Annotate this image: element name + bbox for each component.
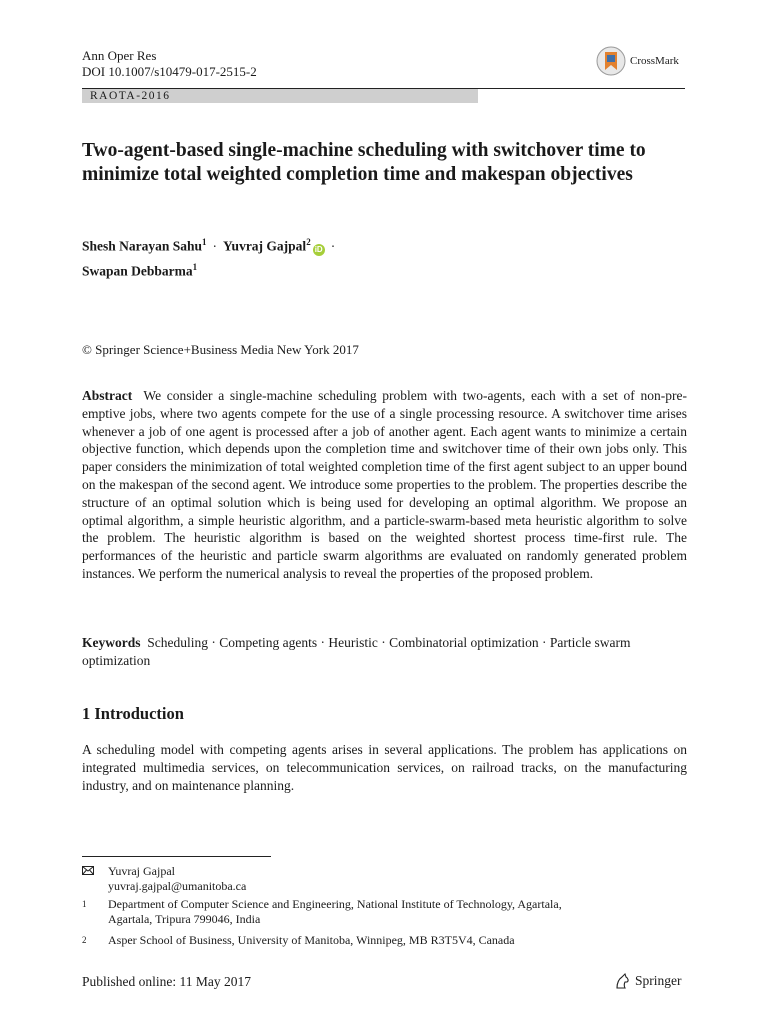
affiliation-text: Department of Computer Science and Engineering, National Institute of Technology, Agartala, [108,897,562,911]
author-list [82,232,682,281]
abstract-text: We consider a single-machine scheduling problem with two-agents, each with a set of non-pre-emptive jobs, where two agents compete for the use of a single processing resource. A switchover time arises whenever a job of one agent is processed after a job of another agent. Each agent wants to minimize a certain objective function, which depends upon the completion time and switchover time of their own jobs only. This paper considers the minimization of total weighted completion time of the first agent subject to an upper bound on the makespan of the second agent. We introduce some properties to the problem. The properties describe the structure of an optimal solution which is being used for developing an optimal algorithm. We propose an optimal algorithm, a simple heuristic algorithm, and a particle-swarm-based meta heuristic algorithm to solve the problem. The heuristic algorithm is based on the weighted shortest process time-first rule. The performances of the heuristic and particle swarm algorithms are evaluated on randomly generated problem instances. We perform the numerical analysis to reveal the properties of the proposed problem. [82,388,687,581]
journal-header [82,48,257,80]
contact-email[interactable]: yuvraj.gajpal@umanitoba.ca [108,879,247,893]
abstract-label: Abstract [82,388,133,403]
affiliation-footnote [82,933,515,952]
author-affiliation: 1 [202,237,207,247]
contact-name: Yuvraj Gajpal [108,864,175,878]
paper-title: Two-agent-based single-machine scheduling with switchover time to minimize total weighted completion time and makespan objectives [82,140,646,185]
author-affiliation: 1 [192,261,198,272]
contact-footnote [82,864,246,894]
author-separator: · [330,238,336,254]
author-name[interactable]: Shesh Narayan Sahu [82,238,203,254]
footnote-rule [82,856,271,857]
section-text: A scheduling model with competing agents arises in several applications. The problem has applications on integrated multimedia services, on telecommunication services, on railroad tracks, on the manufacturing industry, and on maintenance planning. [82,742,687,793]
springer-logo[interactable] [613,972,682,990]
keywords-label: Keywords [82,635,141,650]
copyright: © Springer Science+Business Media New York 2017 [82,342,359,357]
author-affiliation: 2 [306,237,311,247]
crossmark-badge[interactable] [596,45,696,77]
affiliation-text: Asper School of Business, University of Manitoba, Winnipeg, MB R3T5V4, Canada [108,933,515,947]
publisher-name: Springer [635,973,682,988]
affiliation-number: 2 [82,935,87,945]
author-separator: · [212,238,218,254]
springer-horse-icon [613,972,631,990]
keywords [82,634,687,670]
doi[interactable]: DOI 10.1007/s10479-017-2515-2 [82,64,257,79]
crossmark-label: CrossMark [630,55,679,67]
affiliation-text: Agartala, Tripura 799046, India [108,912,261,926]
affiliation-footnote [82,897,562,927]
series-label: RAOTA-2016 [82,89,478,103]
envelope-icon [82,866,94,875]
published-date: Published online: 11 May 2017 [82,974,251,989]
abstract [82,387,687,583]
affiliation-number: 1 [82,899,87,909]
keywords-text: Scheduling · Competing agents · Heuristic · Combinatorial optimization · Particle swarm optimization [82,635,631,668]
author-name[interactable]: Swapan Debbarma [82,263,193,278]
section-heading: 1 Introduction [82,704,184,723]
orcid-icon[interactable]: iD [314,244,323,254]
crossmark-icon [596,46,626,76]
journal-name: Ann Oper Res [82,48,157,63]
author-name[interactable]: Yuvraj Gajpal [223,238,307,254]
